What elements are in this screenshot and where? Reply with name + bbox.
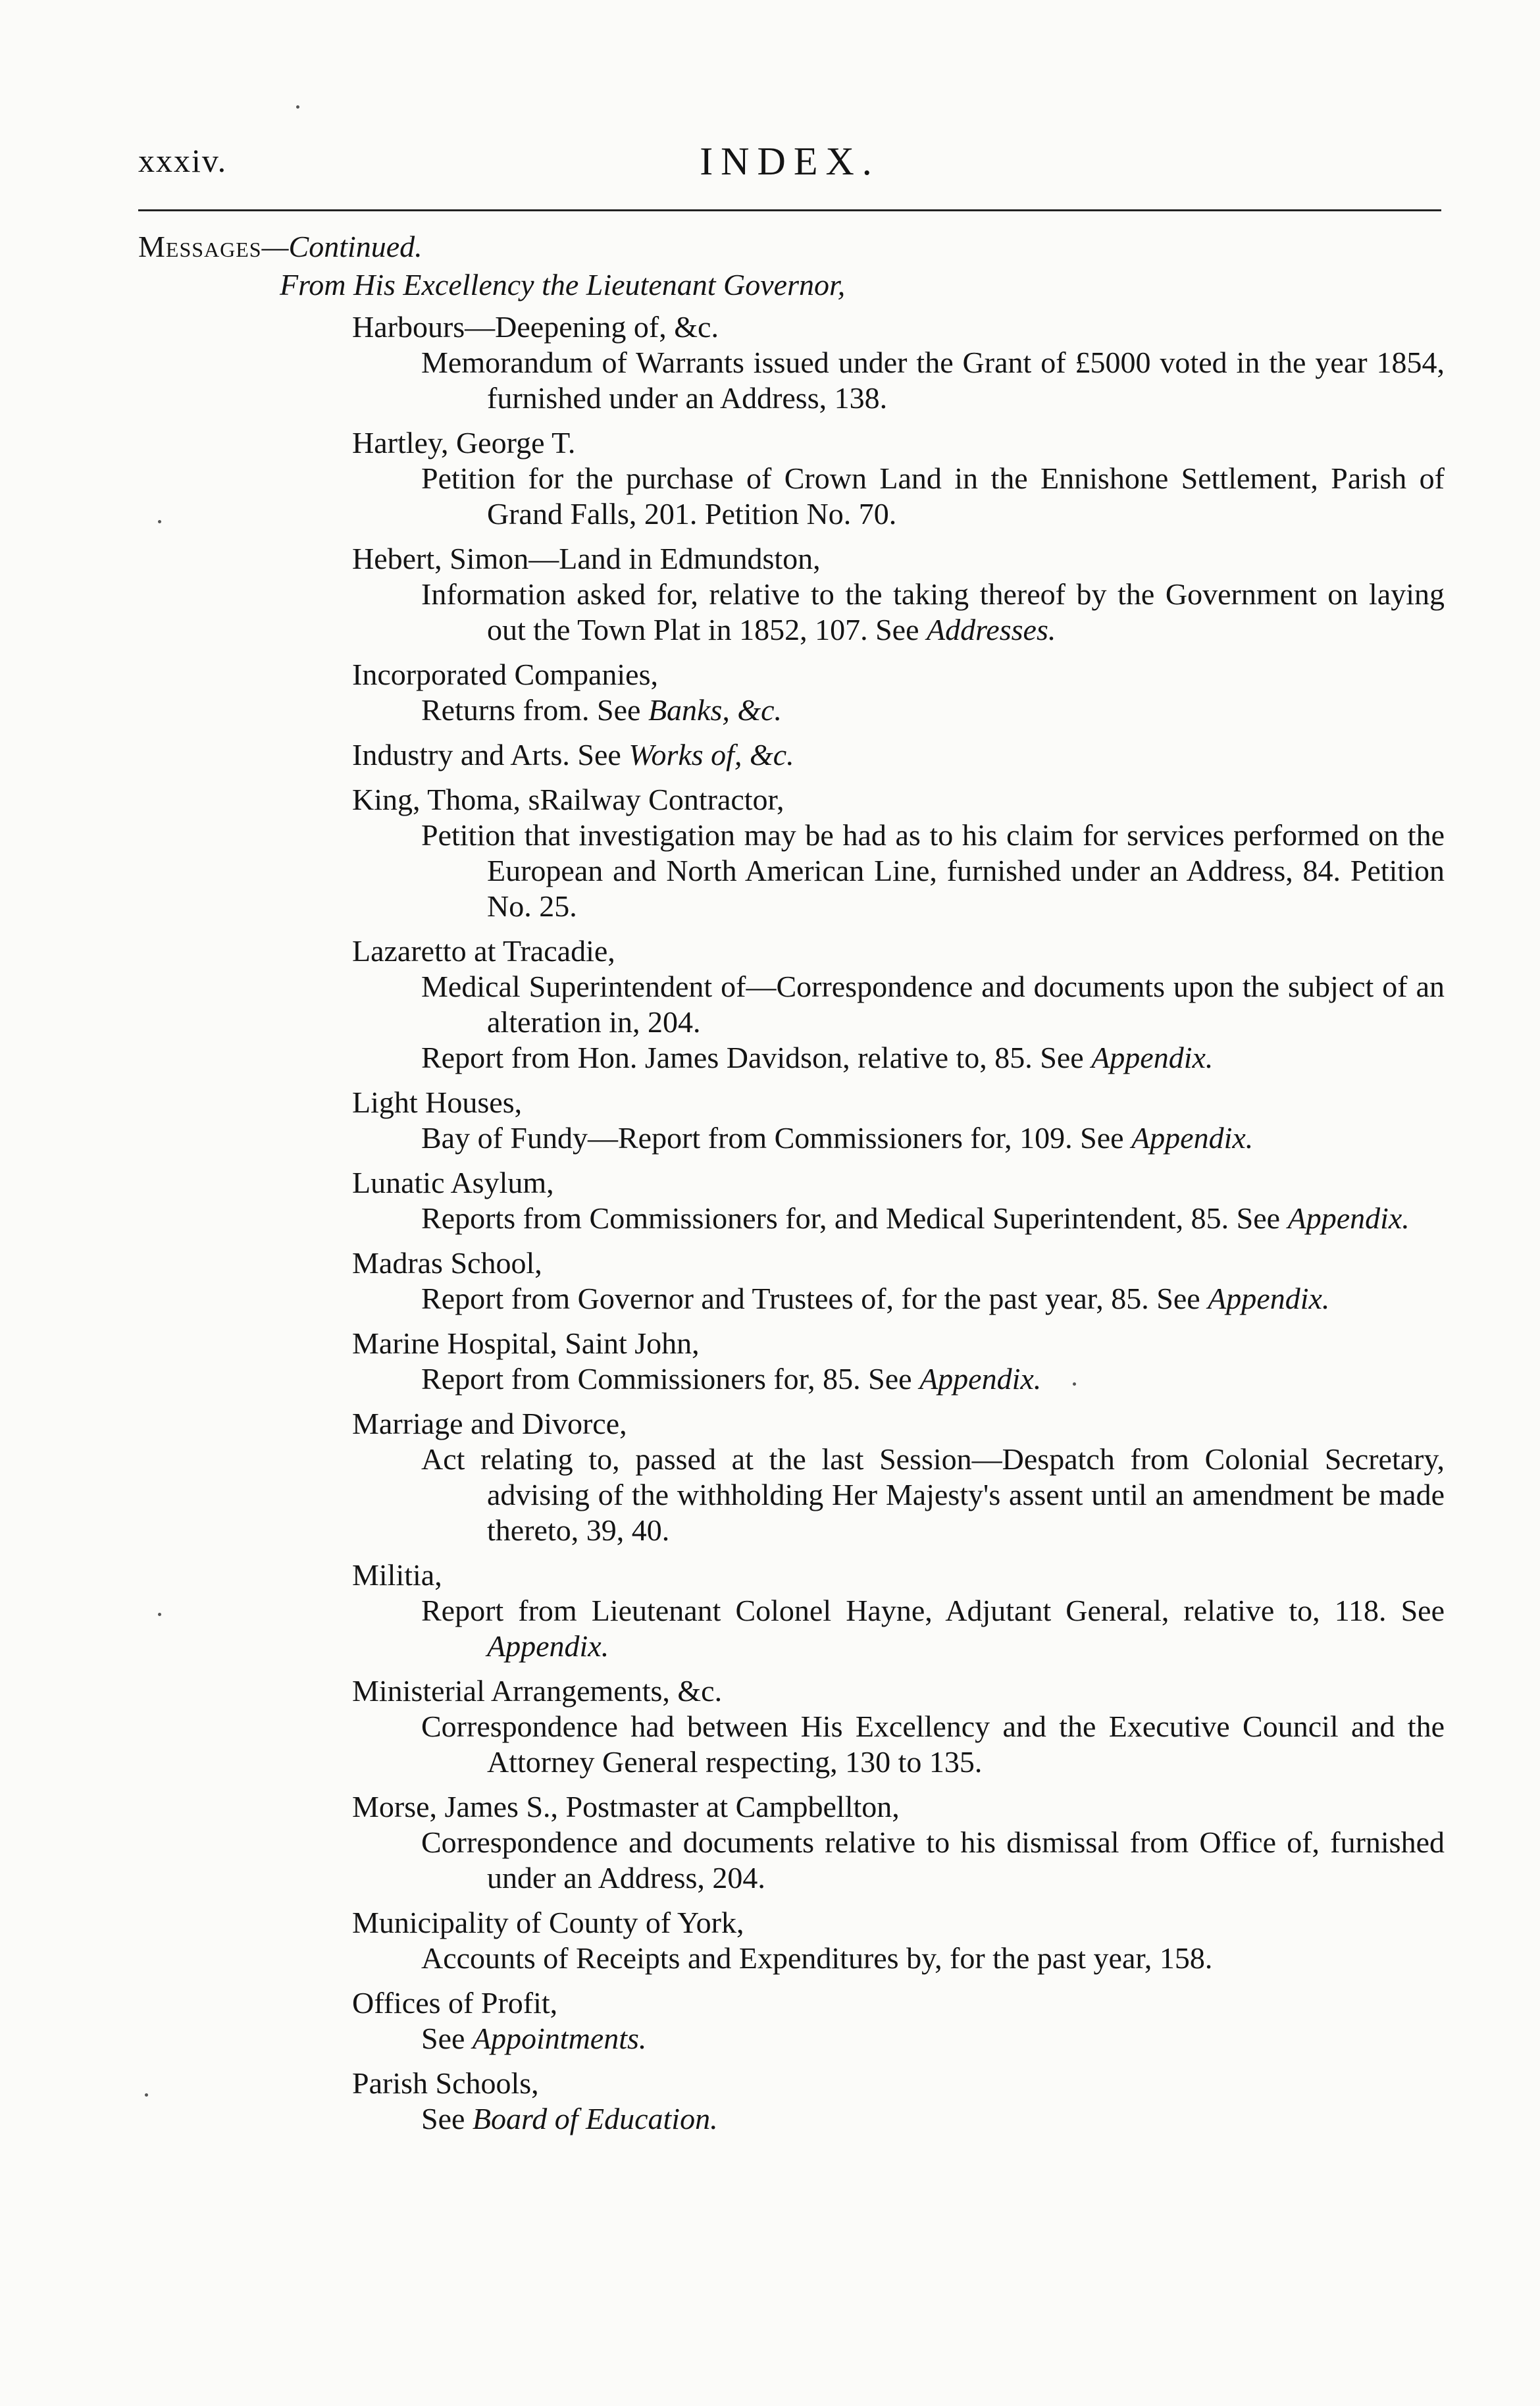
index-entry — [138, 2066, 1445, 2137]
entry-title — [352, 1165, 1445, 1201]
entry-title — [352, 1905, 1445, 1941]
ink-speck — [1073, 1382, 1076, 1386]
entry-cross-reference: Appendix. — [919, 1362, 1042, 1396]
entry-title — [352, 1326, 1445, 1361]
index-entry — [138, 1985, 1445, 2056]
entry-description — [352, 1201, 1445, 1236]
section-heading — [138, 229, 1445, 265]
entry-description-text: Medical Superintendent of—Correspondence and documents upon the subject of an alteration in, 204. — [421, 970, 1445, 1039]
page-header — [138, 142, 1441, 194]
ink-speck — [158, 520, 161, 523]
entry-description — [352, 577, 1445, 648]
entry-description — [352, 693, 1445, 728]
entry-description — [352, 1825, 1445, 1896]
ink-speck — [145, 2093, 148, 2097]
entry-title-text: Light Houses, — [352, 1085, 523, 1119]
entry-title — [352, 782, 1445, 818]
entry-cross-reference: Addresses. — [927, 613, 1056, 646]
entry-title — [352, 1085, 1445, 1120]
entry-cross-reference: Appendix. — [1287, 1201, 1410, 1235]
entry-title — [352, 425, 1445, 461]
entry-title-text: Marine Hospital, Saint John, — [352, 1326, 700, 1360]
entry-description — [352, 2021, 1445, 2056]
entry-cross-reference: Appendix. — [487, 1629, 609, 1663]
entry-title — [352, 2066, 1445, 2101]
entry-description-text: Memorandum of Warrants issued under the Grant of £5000 voted in the year 1854, furnished under an Address, 138. — [421, 346, 1445, 415]
entry-title-text: Industry and Arts. See — [352, 738, 621, 771]
index-entry — [138, 657, 1445, 728]
entry-description — [352, 345, 1445, 416]
entry-title-reference: Works of, &c. — [629, 738, 794, 771]
entry-title — [352, 1245, 1445, 1281]
entry-description-text: Report from Commissioners for, 85. See — [421, 1362, 912, 1396]
entry-description — [352, 1361, 1445, 1397]
entry-cross-reference: Appendix. — [1091, 1041, 1214, 1074]
index-entry — [138, 1165, 1445, 1236]
index-entry — [138, 1673, 1445, 1780]
entry-description — [352, 1281, 1445, 1317]
entry-title — [352, 541, 1445, 577]
entry-description-text: Act relating to, passed at the last Session—Despatch from Colonial Secretary, advising of the withholding Her Majesty's assent until an amendment be made thereto, 39, 40. — [421, 1442, 1445, 1547]
entry-title-text: Militia, — [352, 1558, 442, 1592]
entry-title — [352, 1789, 1445, 1825]
entry-description — [352, 1442, 1445, 1548]
index-entry — [138, 737, 1445, 773]
index-content — [138, 229, 1445, 2146]
entry-title-text: Ministerial Arrangements, &c. — [352, 1674, 723, 1708]
entry-title — [352, 737, 1445, 773]
entry-title-text: Incorporated Companies, — [352, 658, 658, 691]
entry-description-text: Returns from. See — [421, 693, 641, 727]
entry-title — [352, 1406, 1445, 1442]
entry-description-text: Report from Governor and Trustees of, for the past year, 85. See — [421, 1282, 1200, 1315]
entry-description-text: Accounts of Receipts and Expenditures by, for the past year, 158. — [421, 1941, 1213, 1975]
entry-title-text: Marriage and Divorce, — [352, 1407, 627, 1440]
entry-title — [352, 1985, 1445, 2021]
entry-title — [352, 1673, 1445, 1709]
page-number: xxxiv. — [138, 142, 228, 179]
entry-title-text: Morse, James S., Postmaster at Campbellton, — [352, 1790, 900, 1823]
header-rule — [138, 209, 1441, 211]
ink-speck — [158, 1613, 161, 1616]
index-entry — [138, 1905, 1445, 1976]
entry-description-text: See — [421, 2022, 465, 2055]
entry-description — [352, 1941, 1445, 1976]
entry-description-text: Bay of Fundy—Report from Commissioners for, 109. See — [421, 1121, 1124, 1155]
index-entry — [138, 309, 1445, 416]
entry-description-text: Petition for the purchase of Crown Land in the Ennishone Settlement, Parish of Grand Falls, 201. Petition No. 70. — [421, 461, 1445, 531]
entry-cross-reference: Appendix. — [1208, 1282, 1330, 1315]
index-entry — [138, 1789, 1445, 1896]
entry-cross-reference: Appointments. — [472, 2022, 647, 2055]
index-entry — [138, 1326, 1445, 1397]
entry-title-text: Parish Schools, — [352, 2066, 539, 2100]
entry-title-text: Lazaretto at Tracadie, — [352, 934, 615, 968]
index-entry — [138, 541, 1445, 648]
entry-description-text: Correspondence had between His Excellency and the Executive Council and the Attorney General respecting, 130 to 135. — [421, 1710, 1445, 1779]
entry-description-text: Information asked for, relative to the taking thereof by the Government on laying out the Town Plat in 1852, 107. See — [421, 577, 1445, 646]
entry-title-text: Madras School, — [352, 1246, 542, 1280]
entry-description — [352, 969, 1445, 1040]
index-entry — [138, 933, 1445, 1076]
index-entry — [138, 1245, 1445, 1317]
page-title: INDEX. — [700, 140, 880, 183]
index-entry — [138, 1557, 1445, 1664]
section-subheading: From His Excellency the Lieutenant Governor, — [280, 268, 846, 301]
entry-title-text: Hartley, George T. — [352, 426, 576, 459]
entry-description — [352, 1593, 1445, 1664]
entry-description — [352, 1040, 1445, 1076]
entry-title-text: Offices of Profit, — [352, 1986, 558, 2020]
entry-description — [352, 1709, 1445, 1780]
entry-description-text: Petition that investigation may be had as to his claim for services performed on the European and North American Line, furnished under an Address, 84. Petition No. 25. — [421, 818, 1445, 923]
entry-description-text: Correspondence and documents relative to his dismissal from Office of, furnished under an Address, 204. — [421, 1825, 1445, 1895]
index-entry — [138, 1085, 1445, 1156]
entry-description-text: Report from Hon. James Davidson, relative to, 85. See — [421, 1041, 1084, 1074]
entry-description — [352, 461, 1445, 532]
entry-description — [352, 1120, 1445, 1156]
entry-title-text: Lunatic Asylum, — [352, 1166, 554, 1199]
index-entries — [138, 309, 1445, 2137]
section-heading-label: Messages — [138, 230, 262, 263]
entry-title-text: Hebert, Simon—Land in Edmundston, — [352, 542, 821, 575]
entry-title — [352, 933, 1445, 969]
index-entry — [138, 782, 1445, 924]
index-entry — [138, 1406, 1445, 1548]
section-heading-suffix: —Continued. — [261, 230, 423, 263]
entry-description-text: Reports from Commissioners for, and Medical Superintendent, 85. See — [421, 1201, 1281, 1235]
entry-title-text: Municipality of County of York, — [352, 1906, 744, 1939]
entry-title-text: Harbours—Deepening of, &c. — [352, 310, 719, 344]
entry-title — [352, 309, 1445, 345]
entry-description — [352, 2101, 1445, 2137]
entry-description-text: Report from Lieutenant Colonel Hayne, Adjutant General, relative to, 118. See — [421, 1594, 1445, 1627]
entry-description-text: See — [421, 2102, 465, 2135]
entry-title — [352, 1557, 1445, 1593]
entry-title — [352, 657, 1445, 693]
ink-speck — [296, 105, 299, 109]
entry-cross-reference: Banks, &c. — [648, 693, 783, 727]
entry-description — [352, 818, 1445, 924]
entry-cross-reference: Board of Education. — [472, 2102, 718, 2135]
index-entry — [138, 425, 1445, 532]
entry-cross-reference: Appendix. — [1131, 1121, 1254, 1155]
entry-title-text: King, Thoma, sRailway Contractor, — [352, 783, 784, 816]
